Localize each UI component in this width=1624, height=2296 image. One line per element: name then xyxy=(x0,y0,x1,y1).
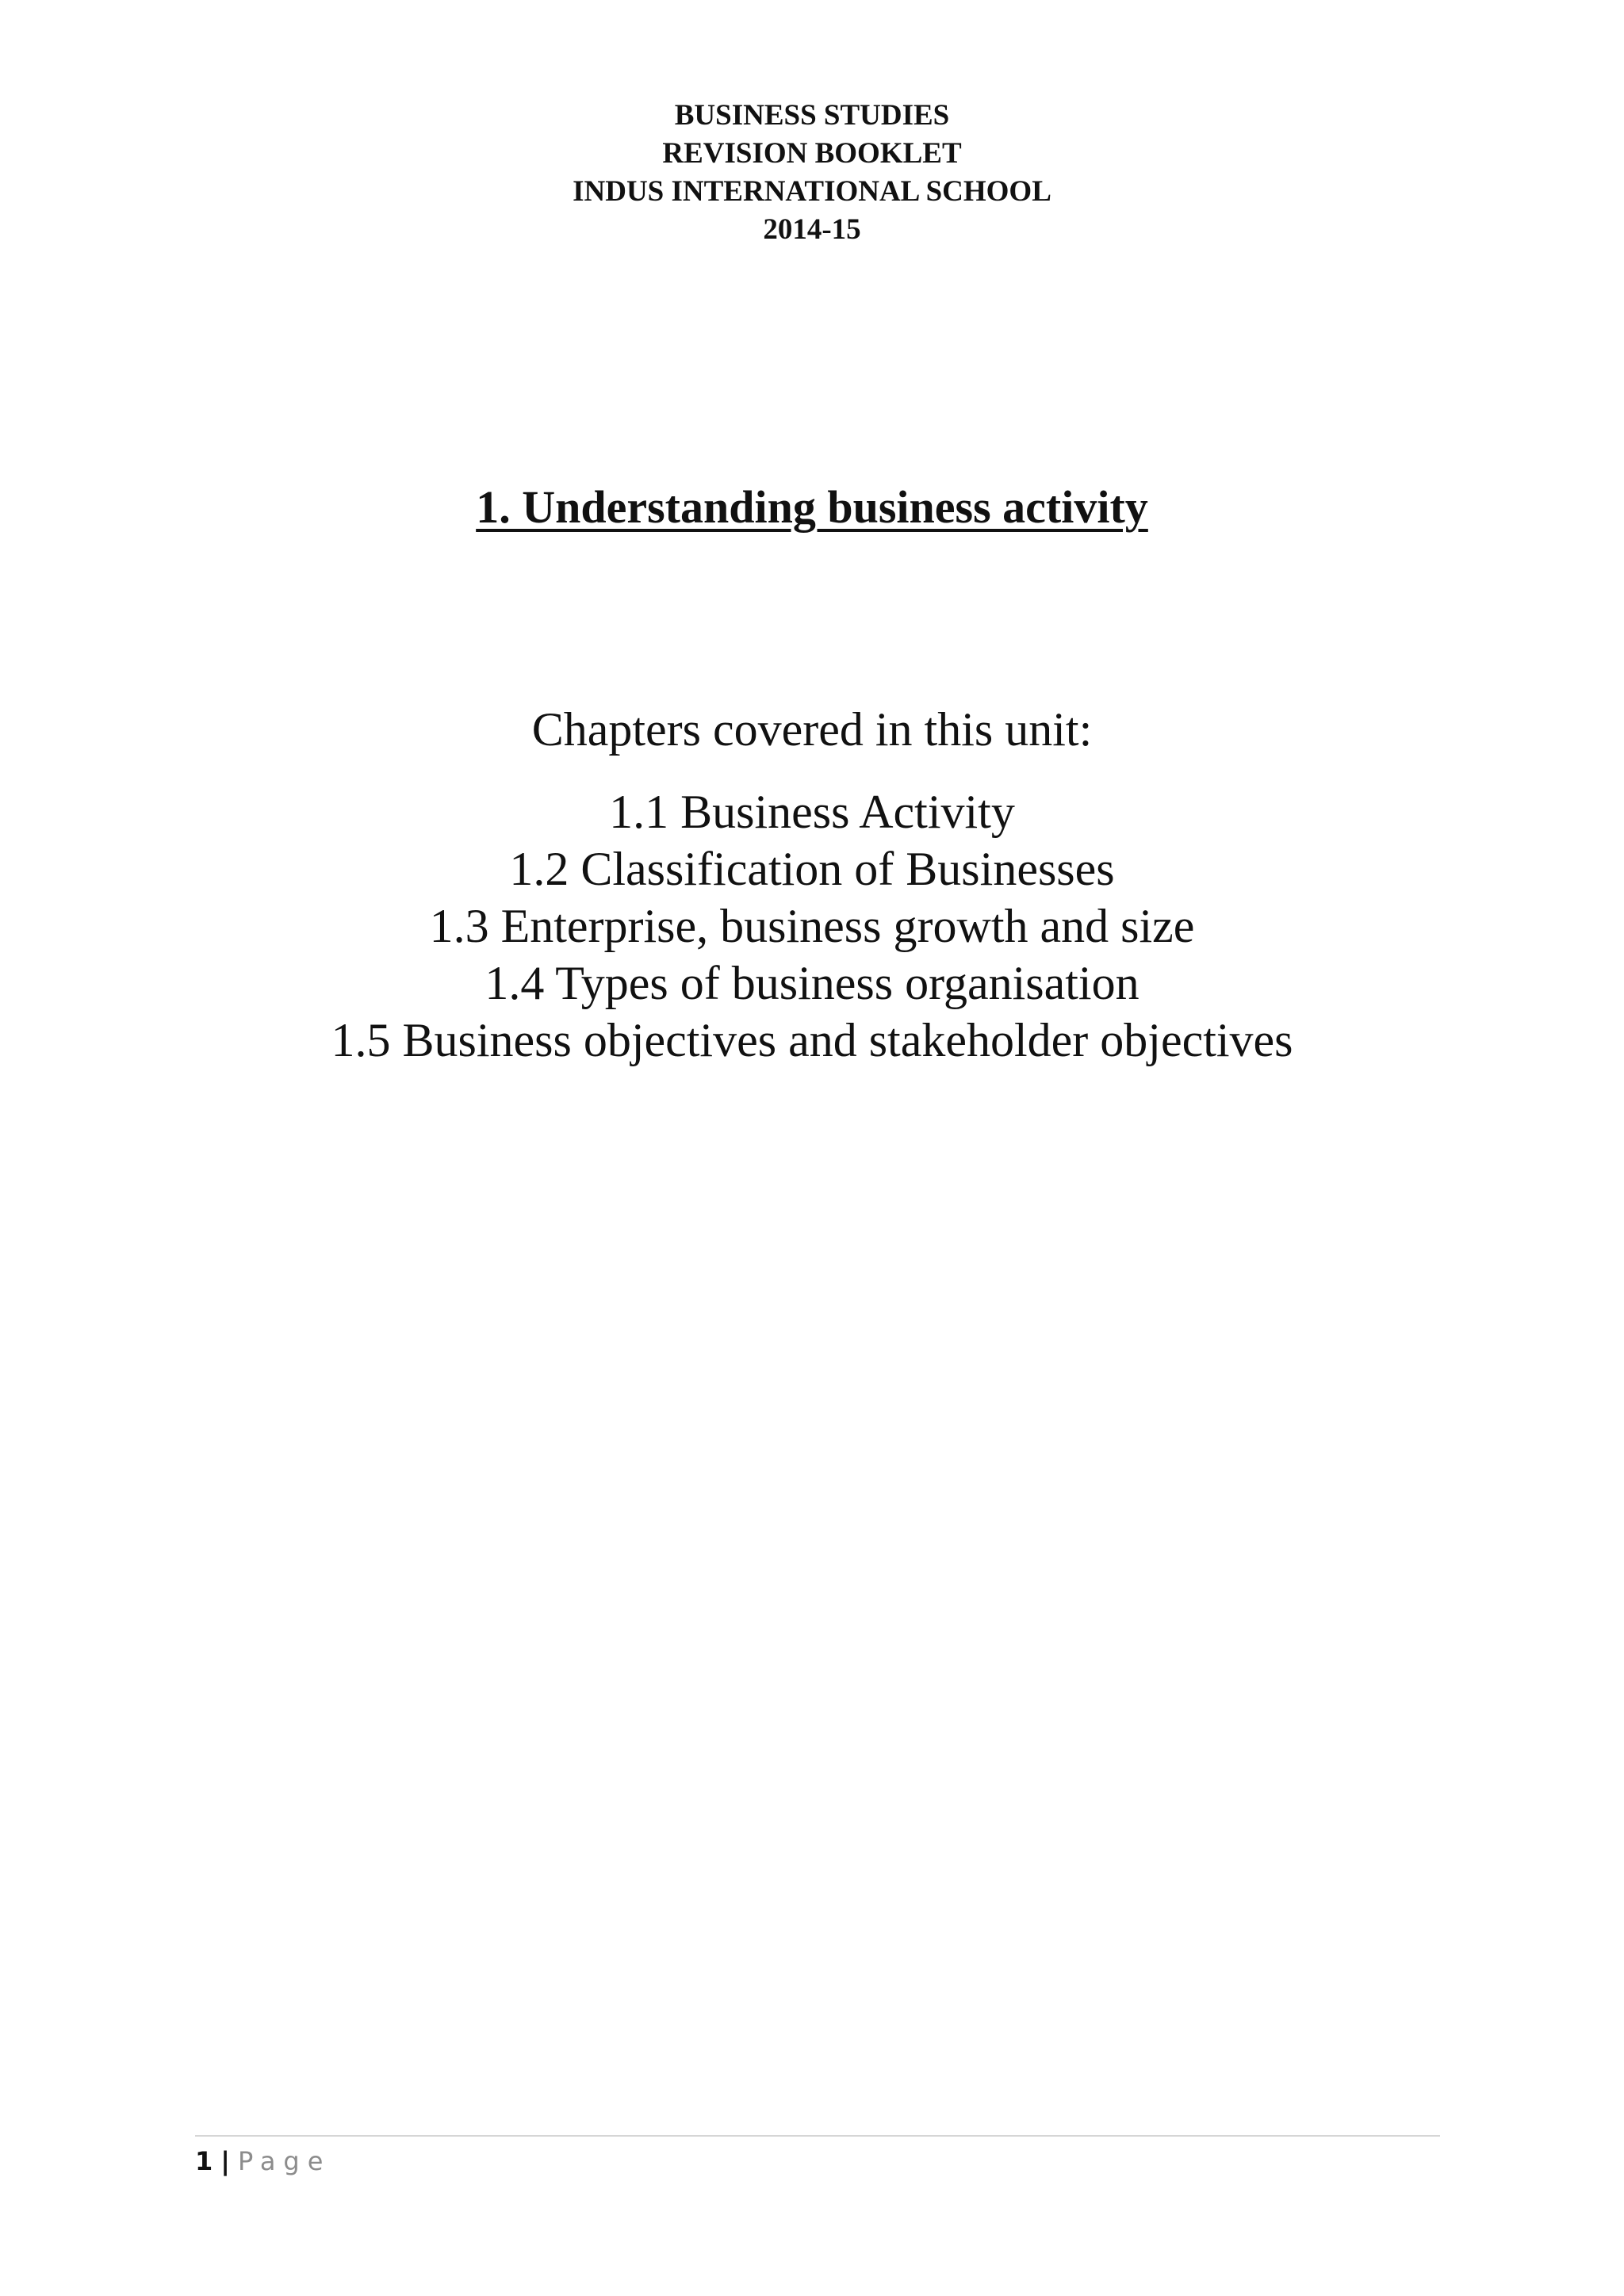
chapter-item: 1.2 Classification of Businesses xyxy=(509,843,1115,895)
header-booklet: REVISION BOOKLET xyxy=(662,137,962,170)
page-number: 1 xyxy=(195,2146,213,2176)
header-year: 2014-15 xyxy=(763,213,861,246)
document-header xyxy=(0,97,1624,249)
chapter-list xyxy=(0,783,1624,1069)
footer-divider xyxy=(195,2135,1440,2137)
chapters-heading: Chapters covered in this unit: xyxy=(531,703,1093,756)
page-footer xyxy=(195,2144,331,2179)
chapter-item: 1.5 Business objectives and stakeholder objectives xyxy=(331,1014,1293,1066)
chapter-item: 1.1 Business Activity xyxy=(609,786,1015,838)
header-school: INDUS INTERNATIONAL SCHOOL xyxy=(573,175,1051,208)
page-label: Page xyxy=(237,2146,331,2176)
chapter-item: 1.4 Types of business organisation xyxy=(485,957,1139,1009)
header-subject: BUSINESS STUDIES xyxy=(674,99,950,132)
unit-title: 1. Understanding business activity xyxy=(476,481,1148,533)
chapter-item: 1.3 Enterprise, business growth and size xyxy=(429,900,1195,952)
footer-separator: | xyxy=(220,2146,230,2176)
